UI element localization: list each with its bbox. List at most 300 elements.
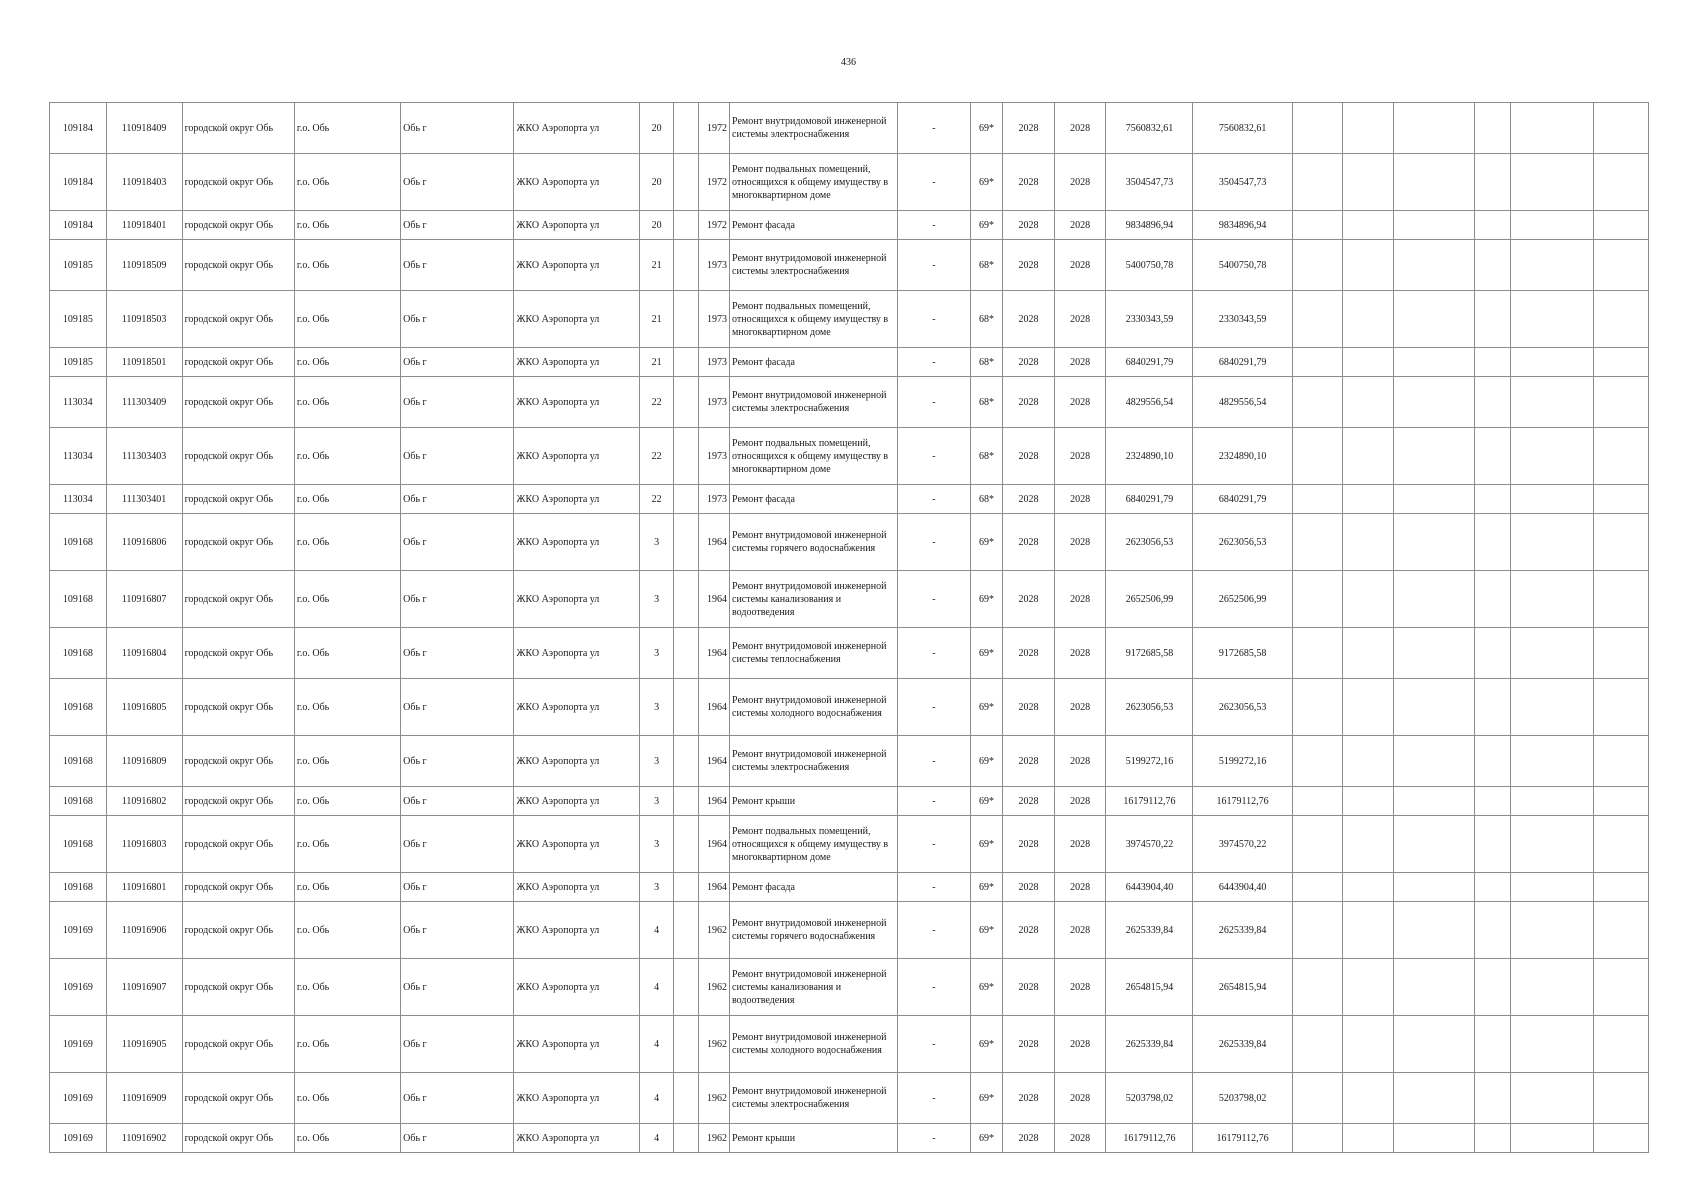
empty-cell [674, 291, 698, 348]
cost-fund-cell: 2324890,10 [1193, 428, 1292, 485]
empty-cell [1343, 816, 1394, 873]
house-number-cell: 22 [639, 377, 673, 428]
cost-total-cell: 16179112,76 [1106, 787, 1193, 816]
wear-cell: 68* [970, 240, 1002, 291]
cost-total-cell: 6840291,79 [1106, 348, 1193, 377]
empty-cell [1343, 485, 1394, 514]
empty-cell [1292, 736, 1343, 787]
empty-cell [1511, 240, 1594, 291]
street-cell: ЖКО Аэропорта ул [514, 514, 639, 571]
empty-cell [1594, 736, 1649, 787]
build-year-cell: 1962 [698, 902, 729, 959]
street-cell: ЖКО Аэропорта ул [514, 291, 639, 348]
cost-fund-cell: 9834896,94 [1193, 211, 1292, 240]
empty-cell [1511, 514, 1594, 571]
work-code-cell: 110916909 [106, 1073, 182, 1124]
district-cell: городской округ Обь [182, 1073, 294, 1124]
house-number-cell: 20 [639, 154, 673, 211]
empty-cell [1474, 240, 1510, 291]
work-type-cell: Ремонт внутридомовой инженерной системы электроснабжения [730, 1073, 898, 1124]
locality-cell: Обь г [401, 514, 514, 571]
build-year-cell: 1964 [698, 679, 729, 736]
empty-cell [1292, 348, 1343, 377]
work-code-cell: 110918509 [106, 240, 182, 291]
dash-cell: - [898, 103, 971, 154]
work-type-cell: Ремонт фасада [730, 873, 898, 902]
cost-fund-cell: 6443904,40 [1193, 873, 1292, 902]
street-cell: ЖКО Аэропорта ул [514, 428, 639, 485]
empty-cell [1393, 1124, 1474, 1153]
street-cell: ЖКО Аэропорта ул [514, 628, 639, 679]
cost-total-cell: 5199272,16 [1106, 736, 1193, 787]
house-id-cell: 109184 [50, 154, 107, 211]
house-number-cell: 3 [639, 787, 673, 816]
empty-cell [674, 959, 698, 1016]
empty-cell [1393, 428, 1474, 485]
empty-cell [1474, 736, 1510, 787]
empty-cell [1594, 1124, 1649, 1153]
work-type-cell: Ремонт фасада [730, 485, 898, 514]
year-from-cell: 2028 [1003, 902, 1055, 959]
work-type-cell: Ремонт подвальных помещений, относящихся к общему имуществу в многоквартирном доме [730, 154, 898, 211]
work-type-cell: Ремонт подвальных помещений, относящихся к общему имуществу в многоквартирном доме [730, 291, 898, 348]
work-code-cell: 110916807 [106, 571, 182, 628]
empty-cell [1594, 628, 1649, 679]
work-code-cell: 110916803 [106, 816, 182, 873]
empty-cell [1474, 816, 1510, 873]
empty-cell [674, 1016, 698, 1073]
street-cell: ЖКО Аэропорта ул [514, 959, 639, 1016]
empty-cell [1292, 428, 1343, 485]
empty-cell [1292, 1016, 1343, 1073]
year-from-cell: 2028 [1003, 211, 1055, 240]
house-number-cell: 4 [639, 1124, 673, 1153]
municipality-cell: г.о. Обь [294, 787, 400, 816]
empty-cell [1474, 787, 1510, 816]
wear-cell: 69* [970, 628, 1002, 679]
empty-cell [674, 679, 698, 736]
year-from-cell: 2028 [1003, 514, 1055, 571]
empty-cell [1343, 103, 1394, 154]
house-number-cell: 21 [639, 240, 673, 291]
work-type-cell: Ремонт внутридомовой инженерной системы горячего водоснабжения [730, 514, 898, 571]
year-from-cell: 2028 [1003, 1124, 1055, 1153]
year-to-cell: 2028 [1054, 428, 1106, 485]
empty-cell [1292, 485, 1343, 514]
work-code-cell: 110916907 [106, 959, 182, 1016]
empty-cell [1292, 571, 1343, 628]
cost-fund-cell: 2623056,53 [1193, 679, 1292, 736]
build-year-cell: 1962 [698, 1073, 729, 1124]
work-type-cell: Ремонт фасада [730, 348, 898, 377]
house-number-cell: 22 [639, 428, 673, 485]
year-to-cell: 2028 [1054, 628, 1106, 679]
cost-fund-cell: 2330343,59 [1193, 291, 1292, 348]
house-id-cell: 109168 [50, 787, 107, 816]
cost-total-cell: 3504547,73 [1106, 154, 1193, 211]
table-row [50, 628, 1649, 679]
work-type-cell: Ремонт внутридомовой инженерной системы холодного водоснабжения [730, 679, 898, 736]
empty-cell [1594, 348, 1649, 377]
dash-cell: - [898, 485, 971, 514]
empty-cell [1511, 1124, 1594, 1153]
cost-fund-cell: 6840291,79 [1193, 348, 1292, 377]
work-type-cell: Ремонт фасада [730, 211, 898, 240]
municipality-cell: г.о. Обь [294, 873, 400, 902]
house-id-cell: 109169 [50, 1073, 107, 1124]
empty-cell [674, 348, 698, 377]
work-code-cell: 110916802 [106, 787, 182, 816]
work-code-cell: 110918409 [106, 103, 182, 154]
locality-cell: Обь г [401, 1073, 514, 1124]
cost-total-cell: 9834896,94 [1106, 211, 1193, 240]
wear-cell: 68* [970, 348, 1002, 377]
dash-cell: - [898, 377, 971, 428]
empty-cell [674, 485, 698, 514]
municipality-cell: г.о. Обь [294, 514, 400, 571]
municipality-cell: г.о. Обь [294, 240, 400, 291]
work-type-cell: Ремонт внутридомовой инженерной системы электроснабжения [730, 736, 898, 787]
table-row [50, 736, 1649, 787]
empty-cell [1393, 485, 1474, 514]
empty-cell [1292, 291, 1343, 348]
empty-cell [1594, 103, 1649, 154]
year-to-cell: 2028 [1054, 154, 1106, 211]
cost-fund-cell: 2623056,53 [1193, 514, 1292, 571]
empty-cell [1292, 902, 1343, 959]
year-from-cell: 2028 [1003, 428, 1055, 485]
street-cell: ЖКО Аэропорта ул [514, 1073, 639, 1124]
cost-total-cell: 2654815,94 [1106, 959, 1193, 1016]
work-code-cell: 110916805 [106, 679, 182, 736]
house-id-cell: 109168 [50, 816, 107, 873]
empty-cell [674, 240, 698, 291]
empty-cell [1343, 1016, 1394, 1073]
locality-cell: Обь г [401, 211, 514, 240]
district-cell: городской округ Обь [182, 628, 294, 679]
empty-cell [1594, 428, 1649, 485]
work-code-cell: 110918403 [106, 154, 182, 211]
wear-cell: 69* [970, 103, 1002, 154]
build-year-cell: 1972 [698, 103, 729, 154]
empty-cell [1474, 103, 1510, 154]
empty-cell [1594, 1016, 1649, 1073]
capital-repair-register-table [49, 102, 1649, 1153]
empty-cell [1474, 1073, 1510, 1124]
build-year-cell: 1973 [698, 348, 729, 377]
table-row [50, 103, 1649, 154]
district-cell: городской округ Обь [182, 485, 294, 514]
empty-cell [1292, 514, 1343, 571]
empty-cell [1594, 377, 1649, 428]
district-cell: городской округ Обь [182, 240, 294, 291]
locality-cell: Обь г [401, 628, 514, 679]
build-year-cell: 1962 [698, 1124, 729, 1153]
work-code-cell: 110916906 [106, 902, 182, 959]
cost-fund-cell: 9172685,58 [1193, 628, 1292, 679]
cost-fund-cell: 2625339,84 [1193, 902, 1292, 959]
dash-cell: - [898, 348, 971, 377]
table-row [50, 348, 1649, 377]
cost-fund-cell: 3974570,22 [1193, 816, 1292, 873]
street-cell: ЖКО Аэропорта ул [514, 154, 639, 211]
year-to-cell: 2028 [1054, 1124, 1106, 1153]
dash-cell: - [898, 1124, 971, 1153]
street-cell: ЖКО Аэропорта ул [514, 787, 639, 816]
work-code-cell: 110916905 [106, 1016, 182, 1073]
table-row [50, 959, 1649, 1016]
empty-cell [1511, 816, 1594, 873]
build-year-cell: 1972 [698, 154, 729, 211]
empty-cell [1393, 240, 1474, 291]
dash-cell: - [898, 291, 971, 348]
locality-cell: Обь г [401, 787, 514, 816]
empty-cell [674, 1124, 698, 1153]
cost-total-cell: 2324890,10 [1106, 428, 1193, 485]
dash-cell: - [898, 902, 971, 959]
cost-total-cell: 6443904,40 [1106, 873, 1193, 902]
locality-cell: Обь г [401, 902, 514, 959]
empty-cell [1474, 428, 1510, 485]
wear-cell: 69* [970, 736, 1002, 787]
table-row [50, 514, 1649, 571]
empty-cell [1511, 787, 1594, 816]
district-cell: городской округ Обь [182, 211, 294, 240]
empty-cell [1511, 154, 1594, 211]
empty-cell [1393, 348, 1474, 377]
empty-cell [1393, 902, 1474, 959]
table-row [50, 816, 1649, 873]
build-year-cell: 1964 [698, 514, 729, 571]
municipality-cell: г.о. Обь [294, 377, 400, 428]
empty-cell [1343, 628, 1394, 679]
empty-cell [1511, 377, 1594, 428]
empty-cell [1343, 787, 1394, 816]
work-code-cell: 110918401 [106, 211, 182, 240]
cost-total-cell: 4829556,54 [1106, 377, 1193, 428]
build-year-cell: 1964 [698, 571, 729, 628]
empty-cell [674, 902, 698, 959]
table-row [50, 377, 1649, 428]
house-number-cell: 4 [639, 959, 673, 1016]
empty-cell [674, 816, 698, 873]
year-to-cell: 2028 [1054, 240, 1106, 291]
year-from-cell: 2028 [1003, 485, 1055, 514]
table-row [50, 679, 1649, 736]
empty-cell [1393, 103, 1474, 154]
wear-cell: 68* [970, 428, 1002, 485]
empty-cell [1343, 1073, 1394, 1124]
empty-cell [1393, 679, 1474, 736]
wear-cell: 69* [970, 514, 1002, 571]
work-code-cell: 110916806 [106, 514, 182, 571]
empty-cell [1474, 959, 1510, 1016]
street-cell: ЖКО Аэропорта ул [514, 902, 639, 959]
table-row [50, 154, 1649, 211]
year-to-cell: 2028 [1054, 816, 1106, 873]
house-id-cell: 109185 [50, 240, 107, 291]
page-number: 436 [841, 57, 856, 68]
house-id-cell: 109184 [50, 211, 107, 240]
build-year-cell: 1964 [698, 873, 729, 902]
house-id-cell: 109169 [50, 959, 107, 1016]
cost-fund-cell: 7560832,61 [1193, 103, 1292, 154]
empty-cell [1474, 291, 1510, 348]
year-to-cell: 2028 [1054, 787, 1106, 816]
municipality-cell: г.о. Обь [294, 1073, 400, 1124]
work-code-cell: 110918503 [106, 291, 182, 348]
empty-cell [1292, 154, 1343, 211]
empty-cell [1343, 571, 1394, 628]
empty-cell [1594, 787, 1649, 816]
municipality-cell: г.о. Обь [294, 1016, 400, 1073]
wear-cell: 69* [970, 787, 1002, 816]
cost-total-cell: 2652506,99 [1106, 571, 1193, 628]
work-code-cell: 110916801 [106, 873, 182, 902]
house-id-cell: 109169 [50, 902, 107, 959]
empty-cell [1594, 240, 1649, 291]
house-number-cell: 4 [639, 902, 673, 959]
municipality-cell: г.о. Обь [294, 348, 400, 377]
locality-cell: Обь г [401, 485, 514, 514]
cost-total-cell: 3974570,22 [1106, 816, 1193, 873]
empty-cell [1343, 959, 1394, 1016]
cost-fund-cell: 2654815,94 [1193, 959, 1292, 1016]
house-number-cell: 4 [639, 1073, 673, 1124]
cost-total-cell: 2623056,53 [1106, 514, 1193, 571]
year-from-cell: 2028 [1003, 291, 1055, 348]
empty-cell [1594, 902, 1649, 959]
year-to-cell: 2028 [1054, 902, 1106, 959]
cost-total-cell: 2623056,53 [1106, 679, 1193, 736]
dash-cell: - [898, 628, 971, 679]
empty-cell [1594, 959, 1649, 1016]
build-year-cell: 1973 [698, 240, 729, 291]
empty-cell [1474, 348, 1510, 377]
house-id-cell: 109168 [50, 736, 107, 787]
district-cell: городской округ Обь [182, 787, 294, 816]
municipality-cell: г.о. Обь [294, 959, 400, 1016]
house-id-cell: 109168 [50, 514, 107, 571]
year-from-cell: 2028 [1003, 736, 1055, 787]
street-cell: ЖКО Аэропорта ул [514, 211, 639, 240]
table-row [50, 291, 1649, 348]
build-year-cell: 1964 [698, 736, 729, 787]
empty-cell [1594, 154, 1649, 211]
empty-cell [1393, 154, 1474, 211]
empty-cell [1511, 959, 1594, 1016]
street-cell: ЖКО Аэропорта ул [514, 377, 639, 428]
table-row [50, 571, 1649, 628]
dash-cell: - [898, 514, 971, 571]
empty-cell [1594, 873, 1649, 902]
work-type-cell: Ремонт внутридомовой инженерной системы электроснабжения [730, 240, 898, 291]
empty-cell [1511, 1073, 1594, 1124]
district-cell: городской округ Обь [182, 571, 294, 628]
work-type-cell: Ремонт внутридомовой инженерной системы электроснабжения [730, 103, 898, 154]
year-from-cell: 2028 [1003, 571, 1055, 628]
dash-cell: - [898, 736, 971, 787]
empty-cell [1474, 873, 1510, 902]
year-to-cell: 2028 [1054, 103, 1106, 154]
dash-cell: - [898, 571, 971, 628]
district-cell: городской округ Обь [182, 154, 294, 211]
year-to-cell: 2028 [1054, 211, 1106, 240]
house-number-cell: 20 [639, 103, 673, 154]
year-to-cell: 2028 [1054, 485, 1106, 514]
empty-cell [1292, 1124, 1343, 1153]
street-cell: ЖКО Аэропорта ул [514, 1016, 639, 1073]
cost-fund-cell: 2652506,99 [1193, 571, 1292, 628]
table-row [50, 1124, 1649, 1153]
build-year-cell: 1973 [698, 377, 729, 428]
year-from-cell: 2028 [1003, 873, 1055, 902]
locality-cell: Обь г [401, 1016, 514, 1073]
dash-cell: - [898, 428, 971, 485]
empty-cell [1474, 514, 1510, 571]
work-code-cell: 111303401 [106, 485, 182, 514]
empty-cell [1292, 377, 1343, 428]
district-cell: городской округ Обь [182, 291, 294, 348]
empty-cell [674, 736, 698, 787]
district-cell: городской округ Обь [182, 679, 294, 736]
street-cell: ЖКО Аэропорта ул [514, 736, 639, 787]
build-year-cell: 1973 [698, 291, 729, 348]
house-number-cell: 3 [639, 873, 673, 902]
empty-cell [674, 571, 698, 628]
house-id-cell: 109169 [50, 1016, 107, 1073]
house-id-cell: 109185 [50, 348, 107, 377]
house-number-cell: 3 [639, 514, 673, 571]
empty-cell [1393, 787, 1474, 816]
empty-cell [674, 377, 698, 428]
street-cell: ЖКО Аэропорта ул [514, 240, 639, 291]
empty-cell [1343, 514, 1394, 571]
cost-fund-cell: 16179112,76 [1193, 787, 1292, 816]
empty-cell [1474, 902, 1510, 959]
cost-total-cell: 16179112,76 [1106, 1124, 1193, 1153]
empty-cell [1393, 571, 1474, 628]
year-from-cell: 2028 [1003, 240, 1055, 291]
house-number-cell: 3 [639, 679, 673, 736]
street-cell: ЖКО Аэропорта ул [514, 485, 639, 514]
register-body [50, 103, 1649, 1153]
empty-cell [1474, 377, 1510, 428]
wear-cell: 68* [970, 485, 1002, 514]
municipality-cell: г.о. Обь [294, 291, 400, 348]
house-number-cell: 3 [639, 816, 673, 873]
cost-total-cell: 2625339,84 [1106, 1016, 1193, 1073]
empty-cell [674, 428, 698, 485]
municipality-cell: г.о. Обь [294, 428, 400, 485]
table-row [50, 1073, 1649, 1124]
empty-cell [674, 628, 698, 679]
empty-cell [674, 1073, 698, 1124]
work-type-cell: Ремонт внутридомовой инженерной системы холодного водоснабжения [730, 1016, 898, 1073]
district-cell: городской округ Обь [182, 816, 294, 873]
empty-cell [674, 154, 698, 211]
house-id-cell: 109169 [50, 1124, 107, 1153]
table-row [50, 787, 1649, 816]
empty-cell [1292, 959, 1343, 1016]
locality-cell: Обь г [401, 816, 514, 873]
wear-cell: 69* [970, 211, 1002, 240]
district-cell: городской округ Обь [182, 736, 294, 787]
locality-cell: Обь г [401, 959, 514, 1016]
cost-total-cell: 6840291,79 [1106, 485, 1193, 514]
empty-cell [1343, 348, 1394, 377]
locality-cell: Обь г [401, 428, 514, 485]
